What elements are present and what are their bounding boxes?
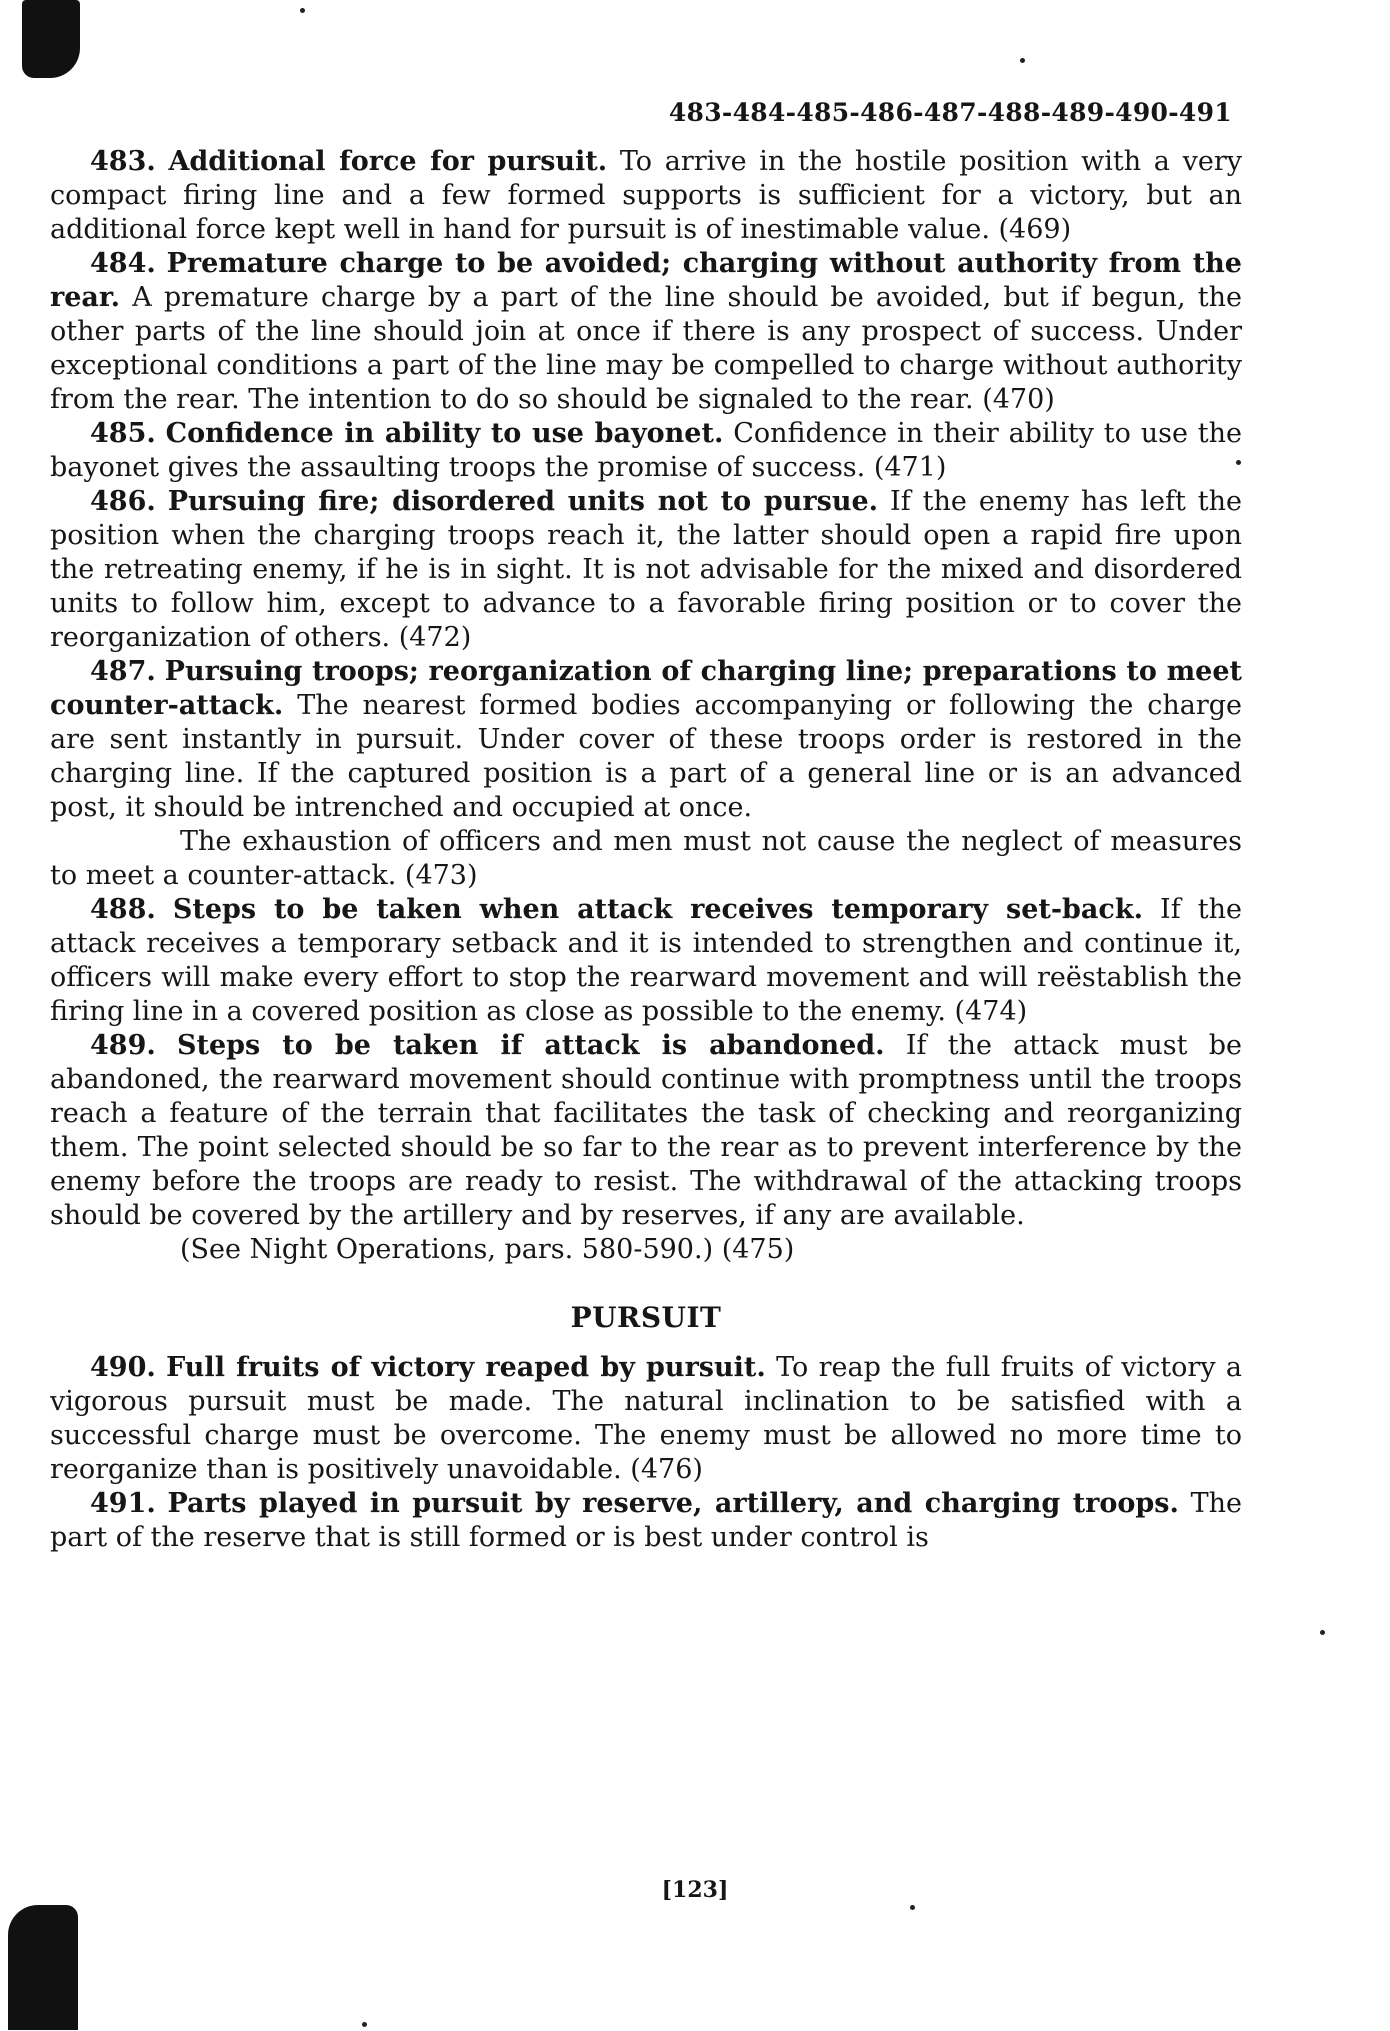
paragraph-number: 484.: [90, 248, 156, 279]
paragraph-heading: Premature charge to be avoided; charging without authority from the rear.: [50, 248, 1242, 313]
paragraph-number: 486.: [90, 486, 156, 517]
paragraph-text: To arrive in the hostile position with a very compact firing line and a few formed supports is sufficient for a victory, but an additional force kept well in hand for pursuit is of inestimable value. (469): [50, 146, 1242, 245]
paragraph-483: [50, 145, 1242, 247]
paragraph-491: [50, 1487, 1242, 1555]
paragraph-489: [50, 1029, 1242, 1233]
section-title: PURSUIT: [570, 1301, 722, 1334]
paragraph-text: The part of the reserve that is still formed or is best under control is: [50, 1488, 1242, 1553]
paragraph-heading: Steps to be taken when attack receives temporary set-back.: [172, 894, 1143, 925]
paragraph-text: If the enemy has left the position when the charging troops reach it, the latter should open a rapid fire upon the retreating enemy, if he is in sight. It is not advisable for the mixed and disordered units to follow him, except to advance to a favorable firing position or to cover the reorganization of others. (472): [50, 486, 1242, 653]
speck: [300, 8, 305, 13]
paragraph-text: Confidence in their ability to use the bayonet gives the assaulting troops the promise of success. (471): [50, 418, 1243, 483]
paragraph-490: [50, 1351, 1242, 1487]
paragraph-heading: Steps to be taken if attack is abandoned.: [177, 1030, 885, 1061]
paragraph-heading: Pursuing troops; reorganization of charging line; preparations to meet counter-attack.: [50, 656, 1242, 721]
page-range-header: 483-484-485-486-487-488-489-490-491: [668, 98, 1232, 127]
paragraph-text: If the attack receives a temporary setback and it is intended to strengthen and continue it, officers will make every effort to stop the rearward movement and will reëstablish the firing line in a covered position as close as possible to the enemy. (474): [50, 894, 1242, 1027]
paragraph-487-continuation: The exhaustion of officers and men must not cause the neglect of measures to meet a counter-attack. (473): [50, 826, 1242, 891]
page-body: [50, 145, 1242, 1555]
speck: [1320, 1630, 1325, 1635]
paragraph-number: 485.: [90, 418, 156, 449]
paragraph-487: [50, 655, 1242, 825]
speck: [362, 2022, 367, 2027]
paragraph-484: [50, 247, 1242, 417]
paragraph-number: 491.: [90, 1488, 156, 1519]
ink-blot-bottom-left: [8, 1905, 78, 2030]
paragraph-text: A premature charge by a part of the line should be avoided, but if begun, the other parts of the line should join at once if there is any prospect of success. Under exceptional conditions a part of the line may be compelled to charge without authority from the rear. The intention to do so should be signaled to the rear. (470): [50, 282, 1242, 415]
paragraph-text: To reap the full fruits of victory a vigorous pursuit must be made. The natural inclination to be satisfied with a successful charge must be overcome. The enemy must be allowed no more time to reorganize than is positively unavoidable. (476): [50, 1352, 1243, 1485]
paragraph-heading: Pursuing fire; disordered units not to pursue.: [167, 486, 879, 517]
paragraph-number: 488.: [90, 894, 156, 925]
page-number: [123]: [661, 1877, 729, 1903]
cross-reference-note: (See Night Operations, pars. 580-590.) (475): [180, 1234, 795, 1265]
paragraph-486: [50, 485, 1242, 655]
speck: [1020, 58, 1025, 63]
ink-blot-top-left: [22, 0, 80, 78]
paragraph-heading: Confidence in ability to use bayonet.: [165, 418, 724, 449]
paragraph-heading: Parts played in pursuit by reserve, artillery, and charging troops.: [167, 1488, 1179, 1519]
paragraph-text: If the attack must be abandoned, the rearward movement should continue with promptness until the troops reach a feature of the terrain that facilitates the task of checking and reorganizing them. The point selected should be so far to the rear as to prevent interference by the enemy before the troops are ready to resist. The withdrawal of the attacking troops should be covered by the artillery and by reserves, if any are available.: [50, 1030, 1242, 1231]
paragraph-text: The nearest formed bodies accompanying or following the charge are sent instantly in pursuit. Under cover of these troops order is restored in the charging line. If the captured position is a part of a general line or is an advanced post, it should be intrenched and occupied at once.: [50, 690, 1242, 823]
paragraph-488: [50, 893, 1242, 1029]
paragraph-number: 489.: [90, 1030, 156, 1061]
paragraph-number: 483.: [90, 146, 156, 177]
paragraph-heading: Additional force for pursuit.: [168, 146, 608, 177]
paragraph-number: 490.: [90, 1352, 156, 1383]
paragraph-number: 487.: [90, 656, 156, 687]
paragraph-heading: Full fruits of victory reaped by pursuit.: [166, 1352, 766, 1383]
speck: [910, 1905, 915, 1910]
paragraph-485: [50, 417, 1242, 485]
